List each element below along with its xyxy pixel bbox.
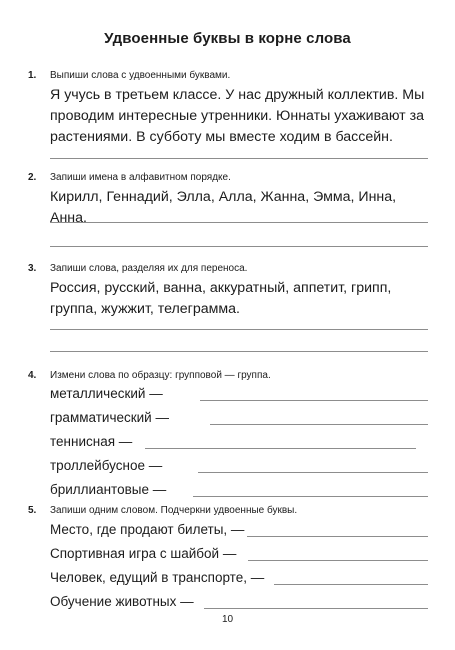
task-instruction: Запиши имена в алфавитном порядке. — [50, 172, 231, 183]
answer-line — [204, 608, 428, 609]
fill-in-label: Обучение животных — — [50, 594, 194, 609]
task-text: Россия, русский, ванна, аккуратный, аппетит, грипп, группа, жужжит, телеграмма. — [50, 280, 392, 317]
task-instruction: Запиши слова, разделяя их для переноса. — [50, 263, 248, 274]
answer-line — [50, 222, 428, 223]
fill-in-row — [50, 434, 428, 454]
answer-line — [50, 246, 428, 247]
fill-in-row — [50, 482, 428, 502]
fill-in-row — [50, 386, 428, 406]
answer-line — [50, 158, 428, 159]
task-number: 3. — [28, 263, 37, 274]
task-text: Я учусь в третьем классе. У нас дружный коллектив. Мы проводим интересные утренники. Юннаты ухаживают за растениями. В субботу мы вместе ходим в бассейн. — [50, 87, 425, 145]
fill-in-label: Человек, едущий в транспорте, — — [50, 570, 265, 585]
fill-in-row — [50, 570, 428, 590]
task-4 — [28, 370, 428, 500]
fill-in-label: бриллиантовые — — [50, 482, 167, 497]
fill-in-row — [50, 458, 428, 478]
task-number: 5. — [28, 505, 37, 516]
task-2 — [28, 172, 428, 252]
page-title: Удвоенные буквы в корне слова — [104, 30, 351, 47]
fill-in-label: Спортивная игра с шайбой — — [50, 546, 237, 561]
answer-line — [210, 424, 428, 425]
task-number: 1. — [28, 70, 37, 81]
task-instruction: Измени слова по образцу: групповой — группа. — [50, 370, 271, 381]
task-number: 2. — [28, 172, 37, 183]
answer-line — [193, 496, 428, 497]
fill-in-row — [50, 594, 428, 614]
page-number: 10 — [221, 614, 234, 625]
task-instruction: Запиши одним словом. Подчеркни удвоенные буквы. — [50, 505, 298, 516]
answer-line — [274, 584, 428, 585]
answer-line — [247, 536, 428, 537]
answer-line — [200, 400, 428, 401]
task-5 — [28, 505, 428, 615]
answer-line — [50, 351, 428, 352]
fill-in-label: троллейбусное — — [50, 458, 163, 473]
fill-in-row — [50, 410, 428, 430]
task-3 — [28, 263, 428, 363]
fill-in-label: металлический — — [50, 386, 163, 401]
answer-line — [50, 329, 428, 330]
answer-line — [248, 560, 428, 561]
fill-in-label: Место, где продают билеты, — — [50, 522, 245, 537]
task-instruction: Выпиши слова с удвоенными буквами. — [50, 70, 231, 81]
task-number: 4. — [28, 370, 37, 381]
fill-in-row — [50, 522, 428, 542]
answer-line — [145, 448, 416, 449]
task-text: Кирилл, Геннадий, Элла, Алла, Жанна, Эмма, Инна, Анна. — [50, 189, 397, 226]
fill-in-label: теннисная — — [50, 434, 133, 449]
answer-line — [198, 472, 428, 473]
fill-in-label: грамматический — — [50, 410, 169, 425]
task-1 — [28, 70, 428, 165]
fill-in-row — [50, 546, 428, 566]
